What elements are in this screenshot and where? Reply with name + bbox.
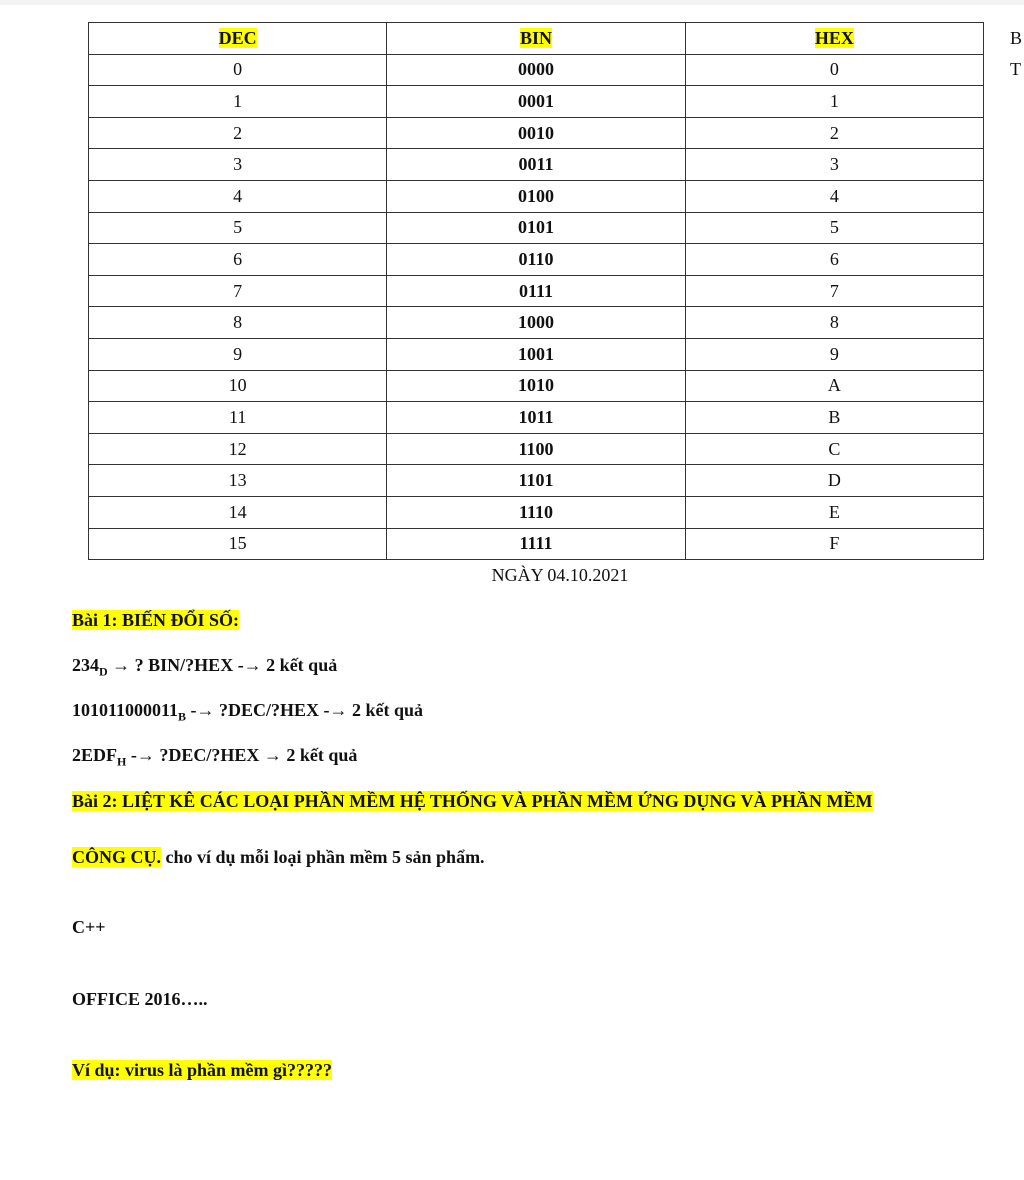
cell-dec: 5 (89, 212, 387, 244)
cell-bin: 1010 (387, 370, 685, 402)
cell-hex: 5 (685, 212, 983, 244)
cell-dec: 11 (89, 402, 387, 434)
table-row (89, 275, 984, 307)
date-line: NGÀY 04.10.2021 (491, 565, 629, 585)
cell-hex: 8 (685, 307, 983, 339)
cell-dec: 3 (89, 149, 387, 181)
question-line: Ví dụ: virus là phần mềm gì????? (72, 1060, 333, 1080)
cell-hex: A (685, 370, 983, 402)
cell-hex: 0 (685, 54, 983, 86)
cell-dec: 4 (89, 180, 387, 212)
cell-dec: 14 (89, 496, 387, 528)
cell-bin: 1100 (387, 433, 685, 465)
cell-hex: 6 (685, 244, 983, 276)
conversion-table (88, 22, 984, 560)
header-bin: BIN (387, 23, 685, 55)
example-cpp: C++ (72, 917, 106, 937)
bai1-line2: $101011000011_B$ -→ ?DEC/?HEX -→ 2 kết quả (72, 700, 424, 724)
cell-hex: 3 (685, 149, 983, 181)
bai2-title-line1: Bài 2: LIỆT KÊ CÁC LOẠI PHẦN MỀM HỆ THỐNG VÀ PHẦN MỀM ỨNG DỤNG VÀ PHẦN MỀM (72, 791, 873, 811)
cell-bin: 1101 (387, 465, 685, 497)
cell-hex: E (685, 496, 983, 528)
cell-hex: 7 (685, 275, 983, 307)
table-row (89, 212, 984, 244)
top-strip (0, 0, 1024, 5)
cell-bin: 1111 (387, 528, 685, 560)
cell-hex: F (685, 528, 983, 560)
cell-dec: 15 (89, 528, 387, 560)
cell-hex: 9 (685, 338, 983, 370)
cell-hex: 4 (685, 180, 983, 212)
header-hex: HEX (685, 23, 983, 55)
cell-hex: C (685, 433, 983, 465)
example-office: OFFICE 2016….. (72, 989, 208, 1009)
bai1-title: Bài 1: BIẾN ĐỔI SỐ: (72, 610, 240, 630)
table-row (89, 149, 984, 181)
cell-bin: 1110 (387, 496, 685, 528)
cropped-side-text: T (1010, 59, 1021, 79)
table-row (89, 528, 984, 560)
cell-bin: 0111 (387, 275, 685, 307)
cropped-side-text: B (1010, 28, 1023, 48)
cell-bin: 0010 (387, 117, 685, 149)
table-row (89, 307, 984, 339)
table-row (89, 496, 984, 528)
cell-dec: 12 (89, 433, 387, 465)
cell-bin: 0110 (387, 244, 685, 276)
cell-dec: 0 (89, 54, 387, 86)
cell-dec: 2 (89, 117, 387, 149)
cell-hex: 2 (685, 117, 983, 149)
table-row (89, 465, 984, 497)
cell-bin: 1011 (387, 402, 685, 434)
table-row (89, 54, 984, 86)
cell-bin: 1000 (387, 307, 685, 339)
cell-bin: 0000 (387, 54, 685, 86)
cell-bin: 1001 (387, 338, 685, 370)
table-row (89, 433, 984, 465)
cell-bin: 0011 (387, 149, 685, 181)
table-row (89, 244, 984, 276)
cell-bin: 0101 (387, 212, 685, 244)
table-row (89, 180, 984, 212)
cell-hex: 1 (685, 86, 983, 118)
table-row (89, 370, 984, 402)
table-header-row (89, 23, 984, 55)
cell-dec: 1 (89, 86, 387, 118)
cell-hex: B (685, 402, 983, 434)
cell-dec: 6 (89, 244, 387, 276)
cell-dec: 13 (89, 465, 387, 497)
bai1-line3: $2EDF_H$ -→ ?DEC/?HEX → 2 kết quả (72, 745, 358, 769)
bai1-line1: $234_D$ → ? BIN/?HEX -→ 2 kết quả (72, 655, 338, 679)
cell-dec: 8 (89, 307, 387, 339)
table-row (89, 117, 984, 149)
header-dec: DEC (89, 23, 387, 55)
cell-bin: 0001 (387, 86, 685, 118)
cell-dec: 10 (89, 370, 387, 402)
table-row (89, 402, 984, 434)
cell-dec: 9 (89, 338, 387, 370)
bai2-title-line2: CÔNG CỤ. cho ví dụ mỗi loại phần mềm 5 sản phẩm. (72, 847, 485, 867)
cell-dec: 7 (89, 275, 387, 307)
table-row (89, 86, 984, 118)
cell-bin: 0100 (387, 180, 685, 212)
cell-hex: D (685, 465, 983, 497)
table-row (89, 338, 984, 370)
